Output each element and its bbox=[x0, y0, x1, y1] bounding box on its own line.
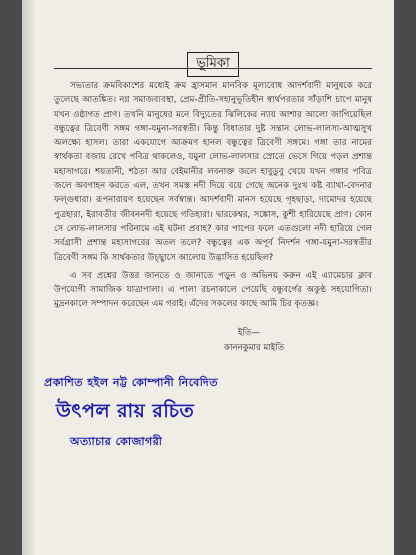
stamp-line-3: অত্যাচার কোজাগরী bbox=[70, 434, 163, 448]
heading-block bbox=[54, 52, 372, 77]
author-name: কাননকুমার মাইতি bbox=[224, 342, 285, 353]
signoff: ইতি— bbox=[238, 327, 260, 338]
stamp-line-1: প্রকাশিত হইল নট্ট কোম্পানী নিবেদিত bbox=[44, 375, 218, 389]
page-gutter bbox=[22, 0, 36, 555]
page-heading: ভূমিকা bbox=[187, 52, 239, 77]
advertisement-stamp bbox=[44, 374, 372, 452]
book-page bbox=[22, 0, 394, 555]
stamp-line-2: উৎপল রায় রচিত bbox=[56, 399, 195, 422]
paragraph-1: সভ্যতার ক্রমবিকাশের মধ্যেই ক্রম হ্রাসমান মানবিক মূল্যবোধ আদর্শবাদী মানুষকে করে তুলেছে আতঙ্কিত। নগ্ন সমাজব্যবস্থা, প্রেম-প্রীতি-সহানুভূতিহীন স্বার্থপরতার সাঁড়াশি চাপে মানুষ যখন ওষ্ঠাগত প্রাণ। তখনি মানুষের মনে বিদ্যুতের ঝিলিকের ন্যায় আশার আলো জাগিয়েছিল বন্ধুত্বের ত্রিবেণী সঙ্গম গঙ্গা-যমুনা-সরস্বতী। কিন্তু বিধাতার দুষ্ট সন্তান লোভ-লালসা-আত্মসুখ অলক্ষ্যে হাসল। তারা একযোগে আক্রমণ হানল বন্ধুত্বের ত্রিবেণী সঙ্গমে। গঙ্গা তার নামের স্বার্থকতা বজায় রেখে পবিত্র থাকলেও, যমুনা লোভ-লালসার স্রোতে ভেসে গিয়ে পড়ল প্রশান্ত মহাসাগরে। শয়তানী, শঠতা আর বেইমানীর লবনাক্ত জলে হাবুডুবু খেয়ে যখন গঙ্গার পবিত্র জলে অবগাহন করতে এল, তখন সমস্ত নদী দিয়ে বয়ে গেছে অনেক দুঃখ কষ্ট ব্যাথা-বেদনার ফল্গুধারা। রূপনারায়ণ হয়েছেন সর্বস্বান্ত। আদর্শবাদী মানস হয়েছে গৃহছাড়া, দামোদর হয়েছে পুত্রহারা, ইরাবতীর জীবননদী হয়েছে গতিহারা। দ্বারকেশ্বর, সঙ্কোস, কুশী হারিয়েছে প্রাণ। কোন সে লোভ-লালসার পরিনামে এই ঘটনা প্রবাহ? কার পাপের ফলে এতগুলো নদী হারিয়ে গেল সর্বগ্রাসী প্রশান্ত মহাসাগরের অতল তলে? বন্ধুত্বের এক অপূর্ব নিদর্শন গঙ্গা-যমুনা-সরস্বতীর ত্রিবেণী সঙ্গম কি সার্থকতার উচ্ছ্বাসে আলোয় উদ্ভাসিত হয়েছিল? bbox=[54, 81, 372, 263]
signature-block bbox=[224, 326, 372, 356]
paragraph-2: এ সব প্রশ্নের উত্তর জানতে ও জানাতে পড়ুন ও অভিনয় করুন এই এ্যামেচার ক্লাব উপযোগী সামাজিক যাত্রাপালা। এ পালা রচনাকালে পেয়েছি বন্ধুবর্গের অকুণ্ঠ সহযোগিতা। মুদ্রনকালে সম্পাদন করেছেন এম গরাই। এঁদের সকলের কাছে আমি চির কৃতজ্ঞ। bbox=[54, 270, 372, 310]
